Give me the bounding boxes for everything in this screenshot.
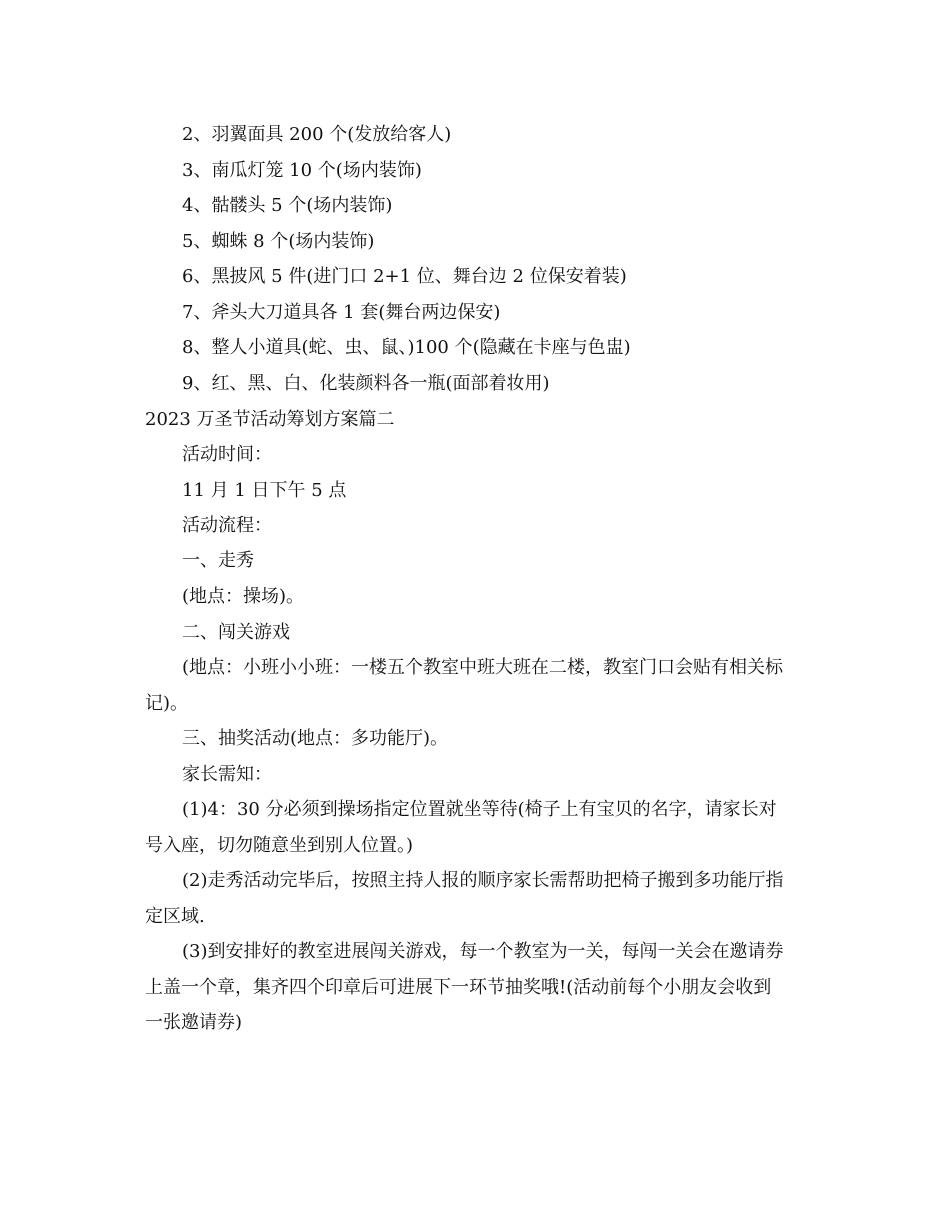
list-item: 2、羽翼面具 200 个(发放给客人) [182,124,452,145]
paragraph-line: (地点：操场)。 [182,586,305,607]
paragraph-line: 上盖一个章，集齐四个印章后可进展下一环节抽奖哦!(活动前每个小朋友会收到 [145,977,772,998]
list-item: 3、南瓜灯笼 10 个(场内装饰) [182,160,422,181]
list-item: 4、骷髅头 5 个(场内装饰) [182,195,393,216]
paragraph-line: (地点：小班小小班：一楼五个教室中班大班在二楼，教室门口会贴有相关标 [182,657,784,678]
paragraph-line: 活动流程： [182,515,272,536]
paragraph-line: 记)。 [145,693,189,714]
paragraph-line: 一张邀请券) [145,1012,243,1033]
paragraph-line: 三、抽奖活动(地点：多功能厅)。 [182,728,449,749]
list-item: 5、蜘蛛 8 个(场内装饰) [182,231,375,252]
paragraph-line: 一、走秀 [182,550,254,571]
paragraph-line: (3)到安排好的教室进展闯关游戏，每一个教室为一关，每闯一关会在邀请券 [182,941,784,962]
list-item: 9、红、黑、白、化装颜料各一瓶(面部着妆用) [182,373,550,394]
paragraph-line: 活动时间： [182,444,272,465]
paragraph-line: 11 月 1 日下午 5 点 [182,480,347,501]
paragraph-line: 家长需知： [182,764,272,785]
list-item: 6、黑披风 5 件(进门口 2+1 位、舞台边 2 位保安着装) [182,266,627,287]
section-heading: 2023 万圣节活动筹划方案篇二 [145,409,395,430]
paragraph-line: 号入座，切勿随意坐到别人位置。) [145,835,414,856]
list-item: 7、斧头大刀道具各 1 套(舞台两边保安) [182,302,501,323]
paragraph-line: (2)走秀活动完毕后，按照主持人报的顺序家长需帮助把椅子搬到多功能厅指 [182,870,784,891]
list-item: 8、整人小道具(蛇、虫、鼠、)100 个(隐藏在卡座与色盅) [182,337,631,358]
paragraph-line: 定区域. [145,906,205,927]
paragraph-line: (1)4：30 分必须到操场指定位置就坐等待(椅子上有宝贝的名字，请家长对 [182,799,777,820]
paragraph-line: 二、闯关游戏 [182,622,290,643]
